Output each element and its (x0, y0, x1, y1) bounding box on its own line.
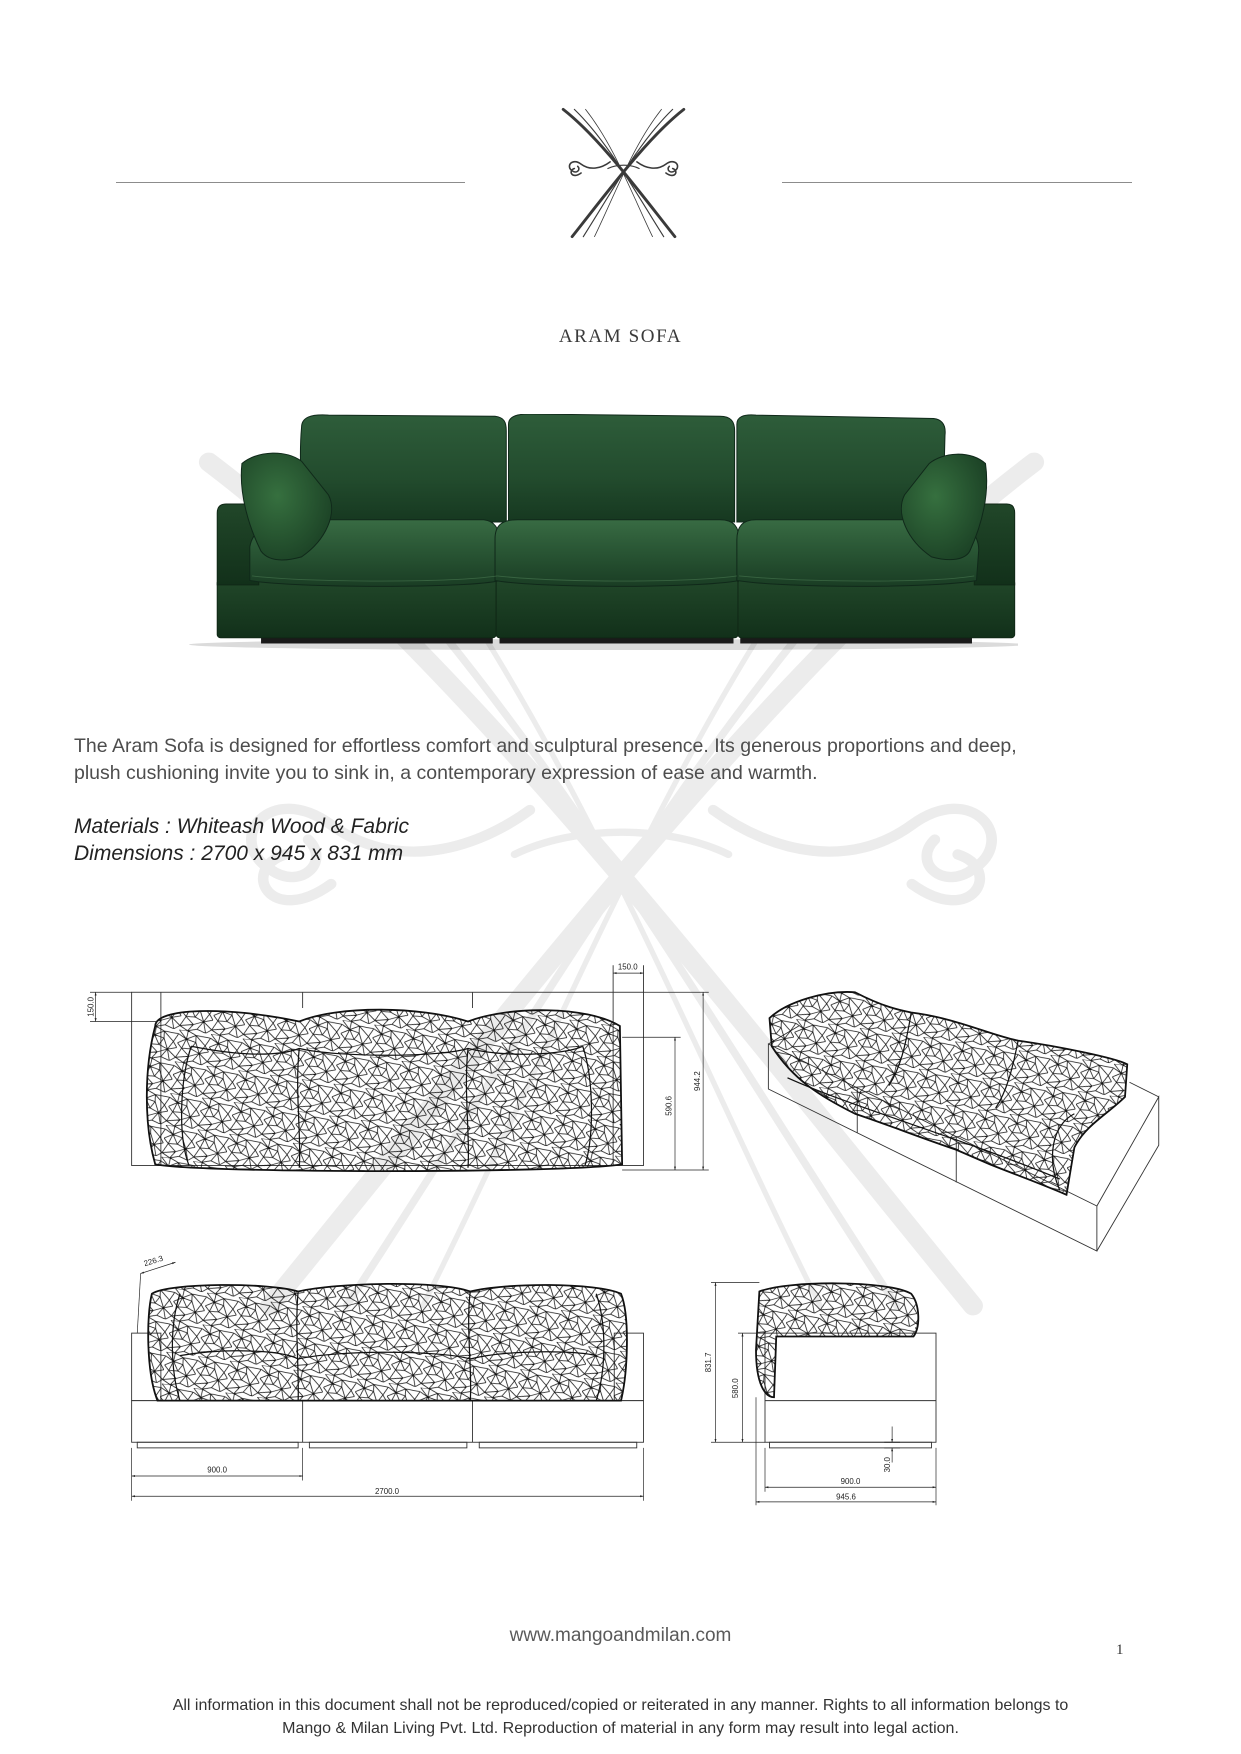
isometric-wireframe (769, 992, 1127, 1195)
product-specs (74, 813, 774, 867)
disclaimer-line: Mango & Milan Living Pvt. Ltd. Reproduction of material in any form may result into legal action. (282, 1720, 959, 1737)
dim-label-side-plinth: 30.0 (882, 1457, 892, 1473)
dim-label-top-right-inner: 590.6 (664, 1096, 674, 1116)
dimensions-text: Dimensions : 2700 x 945 x 831 mm (74, 842, 404, 865)
isometric-drawing (768, 992, 1158, 1251)
dim-label-side-overall: 945.6 (836, 1492, 856, 1502)
side-view-frame (765, 1333, 936, 1448)
website-link[interactable]: www.mangoandmilan.com (509, 1625, 732, 1646)
sofa-base (217, 579, 1015, 637)
header-rule-right (782, 182, 1132, 183)
description-line: The Aram Sofa is designed for effortless comfort and sculptural presence. Its generous proportions and deep, (74, 735, 1017, 757)
dim-label-side-lower: 900.0 (840, 1476, 861, 1486)
product-description (74, 733, 1174, 787)
disclaimer-line: All information in this document shall not be reproduced/copied or reiterated in any manner. Rights to all information belongs to (172, 1697, 1069, 1714)
sofa-back-cushions (300, 414, 945, 522)
dim-label-front-module: 900.0 (207, 1465, 227, 1475)
monogram-logo-icon (555, 106, 692, 240)
front-view-drawing (132, 1254, 644, 1501)
header-rule-left (116, 182, 465, 183)
dim-label-side-outer-height: 831.7 (704, 1352, 714, 1373)
dim-label-top-arm: 150.0 (617, 962, 638, 972)
product-title: ARAM SOFA (558, 326, 683, 347)
side-view-drawing (704, 1283, 936, 1506)
dim-label-front-slant: 226.3 (142, 1253, 165, 1269)
technical-drawings (70, 950, 1180, 1520)
top-view-wireframe (147, 1010, 622, 1171)
materials-text: Materials : Whiteash Wood & Fabric (74, 815, 409, 838)
dim-label-top-left: 150.0 (86, 997, 96, 1017)
product-image (186, 414, 1018, 650)
dim-label-top-right-outer: 944.2 (692, 1071, 702, 1091)
top-view-drawing (86, 963, 708, 1171)
disclaimer (0, 1694, 1241, 1740)
dim-label-front-overall: 2700.0 (374, 1487, 400, 1497)
description-line: plush cushioning invite you to sink in, a contemporary expression of ease and warmth. (74, 762, 818, 784)
page-number: 1 (1116, 1642, 1124, 1658)
front-view-wireframe (148, 1284, 627, 1401)
dim-label-side-inner-height: 580.0 (730, 1378, 740, 1399)
sofa-seat-cushions (250, 520, 979, 587)
side-view-wireframe (756, 1283, 918, 1397)
